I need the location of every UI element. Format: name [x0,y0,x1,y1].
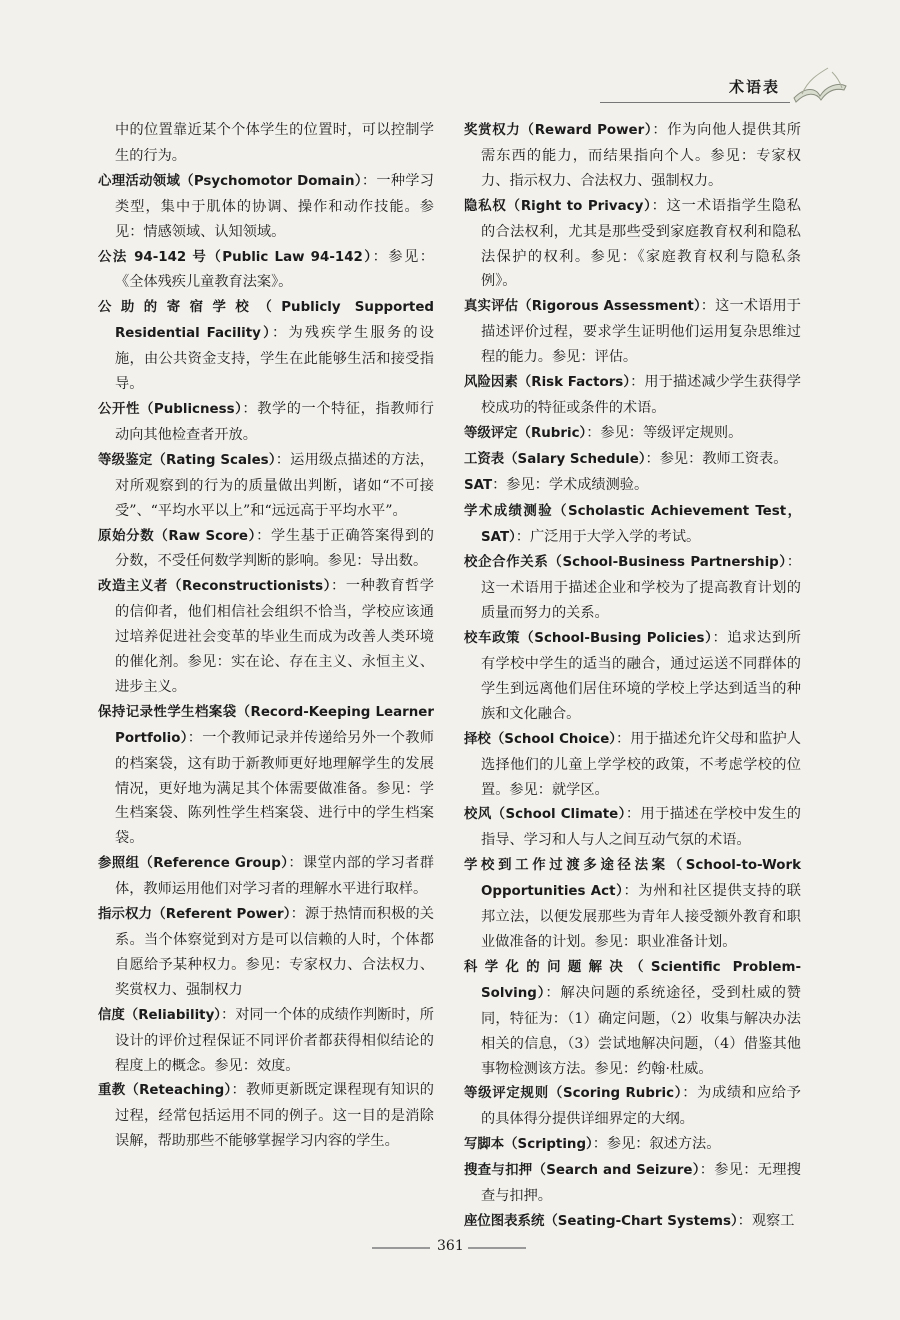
glossary-definition: ：一种教育哲学的信仰者，他们相信社会组织不恰当，学校应该通过培养促进社会变革的毕业生而成为改善人类环境的催化剂。参见：实在论、存在主义、永恒主义、进步主义。 [115,578,434,695]
glossary-definition: ：为残疾学生服务的设施，由公共资金支持，学生在此能够生活和接受指导。 [115,325,434,393]
glossary-term: 风险因素（Risk Factors） [464,375,631,391]
header-title: 术语表 [728,78,780,96]
glossary-term: 改造主义者（Reconstructionists） [98,579,332,595]
glossary-term: 科学化的问题解决（Scientific Problem-Solving） [464,959,801,1001]
glossary-entry [464,473,801,499]
glossary-entry [98,397,434,448]
glossary-definition: ：学生基于正确答案得到的分数，不受任何数学判断的影响。参见：导出数。 [115,527,434,570]
glossary-entry [98,700,434,851]
footer-ornament-right [468,1247,526,1249]
glossary-definition: ：一种学习类型，集中于肌体的协调、操作和动作技能。参见：情感领域、认知领域。 [115,172,434,240]
glossary-entry: 中的位置靠近某个个体学生的位置时，可以控制学生的行为。 [115,122,434,164]
glossary-definition: ：参见：叙述方法。 [592,1136,721,1153]
glossary-definition: ：参见：教师工资表。 [645,450,788,467]
glossary-term: 指示权力（Referent Power） [98,907,291,923]
glossary-definition: ：解决问题的系统途径，受到杜威的赞同，特征为：（1）确定问题，（2）收集与解决办法相关的信息，（3）尝试地解决问题，（4）借鉴其他事物检测该方法。参见：约翰·杜威。 [481,984,801,1077]
glossary-definition: ：对同一个体的成绩作判断时，所设计的评价过程保证不同评价者都获得相似结论的程度上的概念。参见：效度。 [115,1006,434,1074]
glossary-term: 信度（Reliability） [98,1007,222,1023]
footer-ornament-left [372,1247,430,1249]
glossary-term: 参照组（Reference Group） [98,856,289,872]
glossary-definition: ：为成绩和应给予的具体得分提供详细界定的大纲。 [481,1085,801,1128]
glossary-term: 写脚本（Scripting） [464,1137,593,1153]
glossary-term: 公法 94-142 号（Public Law 94-142） [98,249,373,265]
glossary-entry [98,169,434,245]
glossary-definition: ：用于描述在学校中发生的指导、学习和人与人之间互动气氛的术语。 [481,806,801,849]
glossary-definition: ：观察工 [737,1212,795,1229]
glossary-definition: ：这一术语用于描述评价过程，要求学生证明他们运用复杂思维过程的能力。参见：评估。 [481,298,801,366]
glossary-term: 工资表（Salary Schedule） [464,451,646,467]
glossary-term: 原始分数（Raw Score） [98,528,257,544]
glossary-term: 学校到工作过渡多途径法案（School-to-Work Opportunities Act） [464,858,801,900]
glossary-term: 座位图表系统（Seating-Chart Systems） [464,1213,738,1229]
glossary-definition: ：这一术语指学生隐私的合法权利，尤其是那些受到家庭教育权利和隐私法保护的权利。参见：《家庭教育权利与隐私条例》。 [481,197,801,290]
glossary-definition: ：源于热情而积极的关系。当个体察觉到对方是可以信赖的人时，个体都自愿给予某种权力。参见：专家权力、合法权力、奖赏权力、强制权力 [115,906,434,998]
glossary-term: 公开性（Publicness） [98,401,243,417]
glossary-definition: ：用于描述允许父母和监护人选择他们的儿童上学学校的政策，不考虑学校的位置。参见：就学区。 [481,730,801,798]
glossary-entry [464,118,801,194]
glossary-definition: ：课堂内部的学习者群体，教师运用他们对学习者的理解水平进行取样。 [115,855,434,898]
glossary-definition: ：运用级点描述的方法，对所观察到的行为的质量做出判断，诸如“不可接受”、“平均水平以上”和“远远高于平均水平”。 [115,451,434,519]
glossary-term: 保持记录性学生档案袋（Record-Keeping Learner Portfolio） [98,704,434,746]
glossary-term: 学术成绩测验（Scholastic Achievement Test，SAT） [464,503,801,545]
glossary-term: SAT [464,477,493,493]
glossary-entry [464,1132,801,1158]
glossary-entry [464,370,801,421]
glossary-term: 等级评定（Rubric） [464,425,587,441]
glossary-definition: ：一个教师记录并传递给另外一个教师的档案袋，这有助于新教师更好地理解学生的发展情况，更好地为满足其个体需要做准备。参见：学生档案袋、陈列性学生档案袋、进行中的学生档案袋。 [115,729,434,847]
glossary-entry [464,626,801,727]
glossary-definition: ：教学的一个特征，指教师行动向其他检查者开放。 [115,400,434,443]
glossary-term: 搜查与扣押（Search and Seizure） [464,1163,700,1179]
glossary-definition: ：参见：无理搜查与扣押。 [481,1162,801,1205]
glossary-definition: ：作为向他人提供其所需东西的能力，而结果指向个人。参见：专家权力、指示权力、合法权力、强制权力。 [481,122,801,189]
glossary-entry [464,421,801,447]
left-column [98,118,434,1154]
glossary-entry [464,499,801,551]
glossary-entry [98,902,434,1003]
glossary-entry [464,194,801,295]
glossary-entry [98,1003,434,1079]
glossary-definition: ：追求达到所有学校中学生的适当的融合，通过运送不同群体的学生到远离他们居住环境的学校上学达到适当的种族和文化融合。 [481,630,801,722]
glossary-term: 心理活动领域（Psychomotor Domain） [98,173,362,189]
glossary-definition: ：参见：学术成绩测验。 [492,476,649,493]
glossary-term: 重教（Reteaching） [98,1083,232,1099]
glossary-entry [464,294,801,370]
glossary-definition: ：这一术语用于描述企业和学校为了提高教育计划的质量而努力的关系。 [481,554,801,622]
glossary-term: 等级鉴定（Rating Scales） [98,452,276,468]
glossary-definition: ：教师更新既定课程现有知识的过程，经常包括运用不同的例子。这一目的是消除误解，帮助那些不能够掌握学习内容的学生。 [115,1082,434,1150]
glossary-entry [98,295,434,397]
glossary-definition: ：参见：等级评定规则。 [586,424,743,441]
open-book-icon [788,60,850,108]
glossary-entry [98,851,434,902]
glossary-entry [464,1158,801,1209]
glossary-entry [464,853,801,955]
right-column [464,118,801,1235]
glossary-entry [464,802,801,853]
glossary-term: 择校（School Choice） [464,731,617,747]
glossary-entry [464,1209,801,1235]
glossary-term: 校车政策（School-Busing Policies） [464,631,713,647]
glossary-definition: ：广泛用于大学入学的考试。 [515,528,701,545]
glossary-entry [98,524,434,575]
glossary-term: 隐私权（Right to Privacy） [464,198,652,214]
glossary-entry [464,1081,801,1132]
glossary-definition: ：用于描述减少学生获得学校成功的特征或条件的术语。 [481,374,801,416]
header-rule [600,102,790,103]
glossary-entry [98,245,434,296]
glossary-term: 校风（School Climate） [464,807,626,823]
page-footer [0,1238,900,1258]
glossary-entry [464,447,801,473]
running-header [600,60,850,110]
glossary-definition: ：参见：《全体残疾儿童教育法案》。 [115,248,434,291]
glossary-entry [98,448,434,524]
glossary-term: 等级评定规则（Scoring Rubric） [464,1086,683,1102]
glossary-entry [464,727,801,803]
glossary-entry [464,550,801,626]
glossary-entry [464,955,801,1082]
glossary-entry [98,1078,434,1154]
glossary-term: 真实评估（Rigorous Assessment） [464,299,701,315]
glossary-entry [98,574,434,700]
page-number: 361 [437,1238,464,1254]
glossary-term: 校企合作关系（School-Business Partnership） [464,555,787,571]
glossary-term: 公助的寄宿学校（Publicly Supported Residential Facility） [98,300,434,342]
glossary-definition: ：为州和社区提供支持的联邦立法，以便发展那些为青年人接受额外教育和职业做准备的计划。参见：职业准备计划。 [481,883,801,950]
glossary-term: 奖赏权力（Reward Power） [464,123,653,138]
